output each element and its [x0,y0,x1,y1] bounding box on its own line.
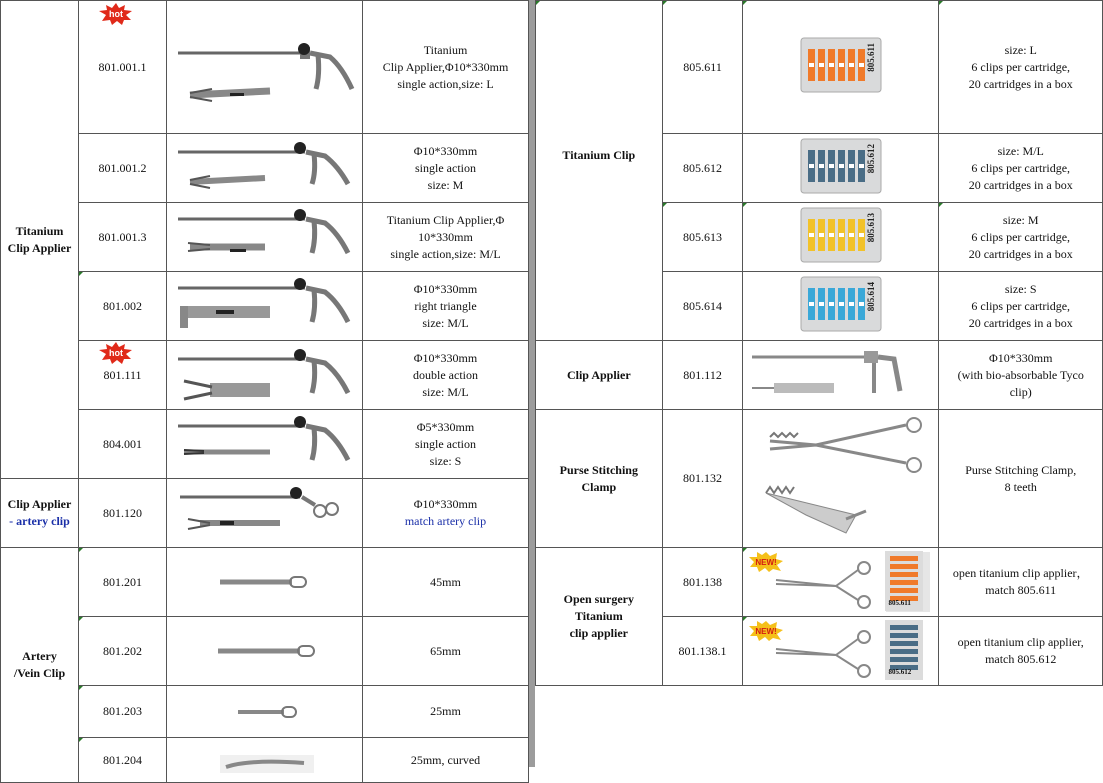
clip-bar [890,641,918,646]
description-cell: open titanium clip applier, match 805.612 [939,617,1103,686]
clip-cartridge-image: 805.612 [800,138,882,194]
clip-bar-highlight [819,164,824,168]
left-product-table [0,0,529,783]
product-image-cell [743,1,939,134]
product-image-cell [167,738,363,783]
svg-text:NEW!: NEW! [755,558,778,567]
code-cell: 805.614 [662,272,743,341]
group-clip-applier: Clip Applier [536,341,663,410]
product-image-cell [743,548,939,617]
clip-bar-highlight [819,233,824,237]
description-cell: size: M/L 6 clips per cartridge, 20 cartridges in a box [939,134,1103,203]
code-cell: 801.138 [662,548,743,617]
clip-bar [890,564,918,569]
description-cell: Φ10*330mm match artery clip [363,479,529,548]
product-image-cell [743,134,939,203]
group-titanium-clip: Titanium Clip [536,1,663,341]
clip-applier-instrument-icon [170,138,360,198]
description-cell: Φ5*330mm single action size: S [363,410,529,479]
clip-bar [890,556,918,561]
product-image-cell [167,410,363,479]
description-cell: Φ10*330mm right triangle size: M/L [363,272,529,341]
clip-bar-highlight [849,164,854,168]
clip-bar-highlight [819,302,824,306]
description-cell: 25mm [363,686,529,738]
double-action-clip-applier-icon [170,345,360,405]
code-cell: 801.138.1 [662,617,743,686]
product-image-cell [167,1,363,134]
clip-bar [890,580,918,585]
group-clip-applier-artery: Clip Applier - artery clip [1,479,79,548]
product-image-cell [167,617,363,686]
description-cell: Titanium Clip Applier,Φ 10*330mm single action,size: M/L [363,203,529,272]
code-cell: hot 801.001.1 [79,1,167,134]
product-image-cell [167,341,363,410]
description-cell: 45mm [363,548,529,617]
clip-bar [890,657,918,662]
description-cell: Purse Stitching Clamp, 8 teeth [939,410,1103,548]
description-cell: size: L 6 clips per cartridge, 20 cartridges in a box [939,1,1103,134]
description-cell: 25mm, curved [363,738,529,783]
code-cell: 801.201 [79,548,167,617]
clip-bar-highlight [829,63,834,67]
clip-applier-instrument-icon [170,17,360,117]
code-cell: hot 801.111 [79,341,167,410]
clip-bar-highlight [829,302,834,306]
clip-bar-highlight [839,63,844,67]
code-cell: 801.112 [662,341,743,410]
description-cell: Φ10*330mm double action size: M/L [363,341,529,410]
code-cell: 801.001.3 [79,203,167,272]
clip-bar-highlight [839,233,844,237]
clip-cartridge-image: 805.611 [800,37,882,93]
clip-bar-highlight [829,233,834,237]
description-cell: 65mm [363,617,529,686]
clip-bar-highlight [839,164,844,168]
clip-bar-highlight [849,302,854,306]
curved-artery-clip-icon [170,745,360,775]
code-cell: 801.120 [79,479,167,548]
product-image-cell [167,686,363,738]
product-image-cell [743,272,939,341]
clip-bar-highlight [809,164,814,168]
new-badge [749,552,783,572]
description-cell: Φ10*330mm (with bio-absorbable Tyco clip) [939,341,1103,410]
right-product-table [535,0,1103,686]
product-image-cell [743,410,939,548]
code-cell: 801.001.2 [79,134,167,203]
artery-clip-icon [170,636,360,666]
code-cell: 801.203 [79,686,167,738]
tyco-clip-applier-icon [746,345,936,405]
right-triangle-clip-applier-icon [170,276,360,336]
code-cell: 801.132 [662,410,743,548]
product-image-cell [167,203,363,272]
product-image-cell [167,134,363,203]
code-cell: 805.612 [662,134,743,203]
svg-text:NEW!: NEW! [755,627,778,636]
clip-bar-highlight [809,63,814,67]
clip-bar-highlight [819,63,824,67]
code-cell: 805.611 [662,1,743,134]
group-purse-stitching-clamp: Purse Stitching Clamp [536,410,663,548]
clip-bar-highlight [849,63,854,67]
new-badge [749,621,783,641]
clip-applier-instrument-icon [170,207,360,267]
description-cell: open titanium clip applier， match 805.611 [939,548,1103,617]
clip-cartridge-image: 805.613 [800,207,882,263]
clip-bar [890,649,918,654]
clip-bar [890,625,918,630]
description-cell: size: M 6 clips per cartridge, 20 cartridges in a box [939,203,1103,272]
clip-bar [890,633,918,638]
description-cell: size: S 6 clips per cartridge, 20 cartridges in a box [939,272,1103,341]
code-cell: 805.613 [662,203,743,272]
svg-text:hot: hot [109,348,123,358]
description-cell: Φ10*330mm single action size: M [363,134,529,203]
clip-cartridge-image: 805.614 [800,276,882,332]
hot-badge [99,342,133,364]
purse-stitching-clamp-icon [746,415,936,543]
clip-bar-highlight [829,164,834,168]
clip-bar [890,572,918,577]
product-image-cell [167,479,363,548]
group-artery-vein-clip: Artery /Vein Clip [1,548,79,783]
clip-bar-highlight [809,302,814,306]
code-cell: 801.202 [79,617,167,686]
product-image-cell [167,272,363,341]
product-image-cell [743,203,939,272]
clip-applier-instrument-icon [170,414,360,474]
artery-clip-icon [170,567,360,597]
artery-clip-applier-icon [170,483,360,543]
clip-bar-highlight [809,233,814,237]
svg-text:hot: hot [109,9,123,19]
clip-cartridge-image: 805.612 [884,619,924,681]
group-open-surgery-clip-applier: Open surgery Titanium clip applier [536,548,663,686]
clip-cartridge-image: 805.611 [884,550,924,612]
code-cell: 801.204 [79,738,167,783]
group-titanium-clip-applier: Titanium Clip Applier [1,1,79,479]
artery-clip-icon [170,699,360,725]
clip-bar [890,588,918,593]
code-cell: 801.002 [79,272,167,341]
product-image-cell [743,341,939,410]
product-image-cell [167,548,363,617]
product-image-cell [743,617,939,686]
hot-badge [99,3,133,25]
clip-bar-highlight [839,302,844,306]
clip-bar-highlight [849,233,854,237]
code-cell: 804.001 [79,410,167,479]
column-divider [528,0,535,767]
description-cell: Titanium Clip Applier,Φ10*330mm single action,size: L [363,1,529,134]
